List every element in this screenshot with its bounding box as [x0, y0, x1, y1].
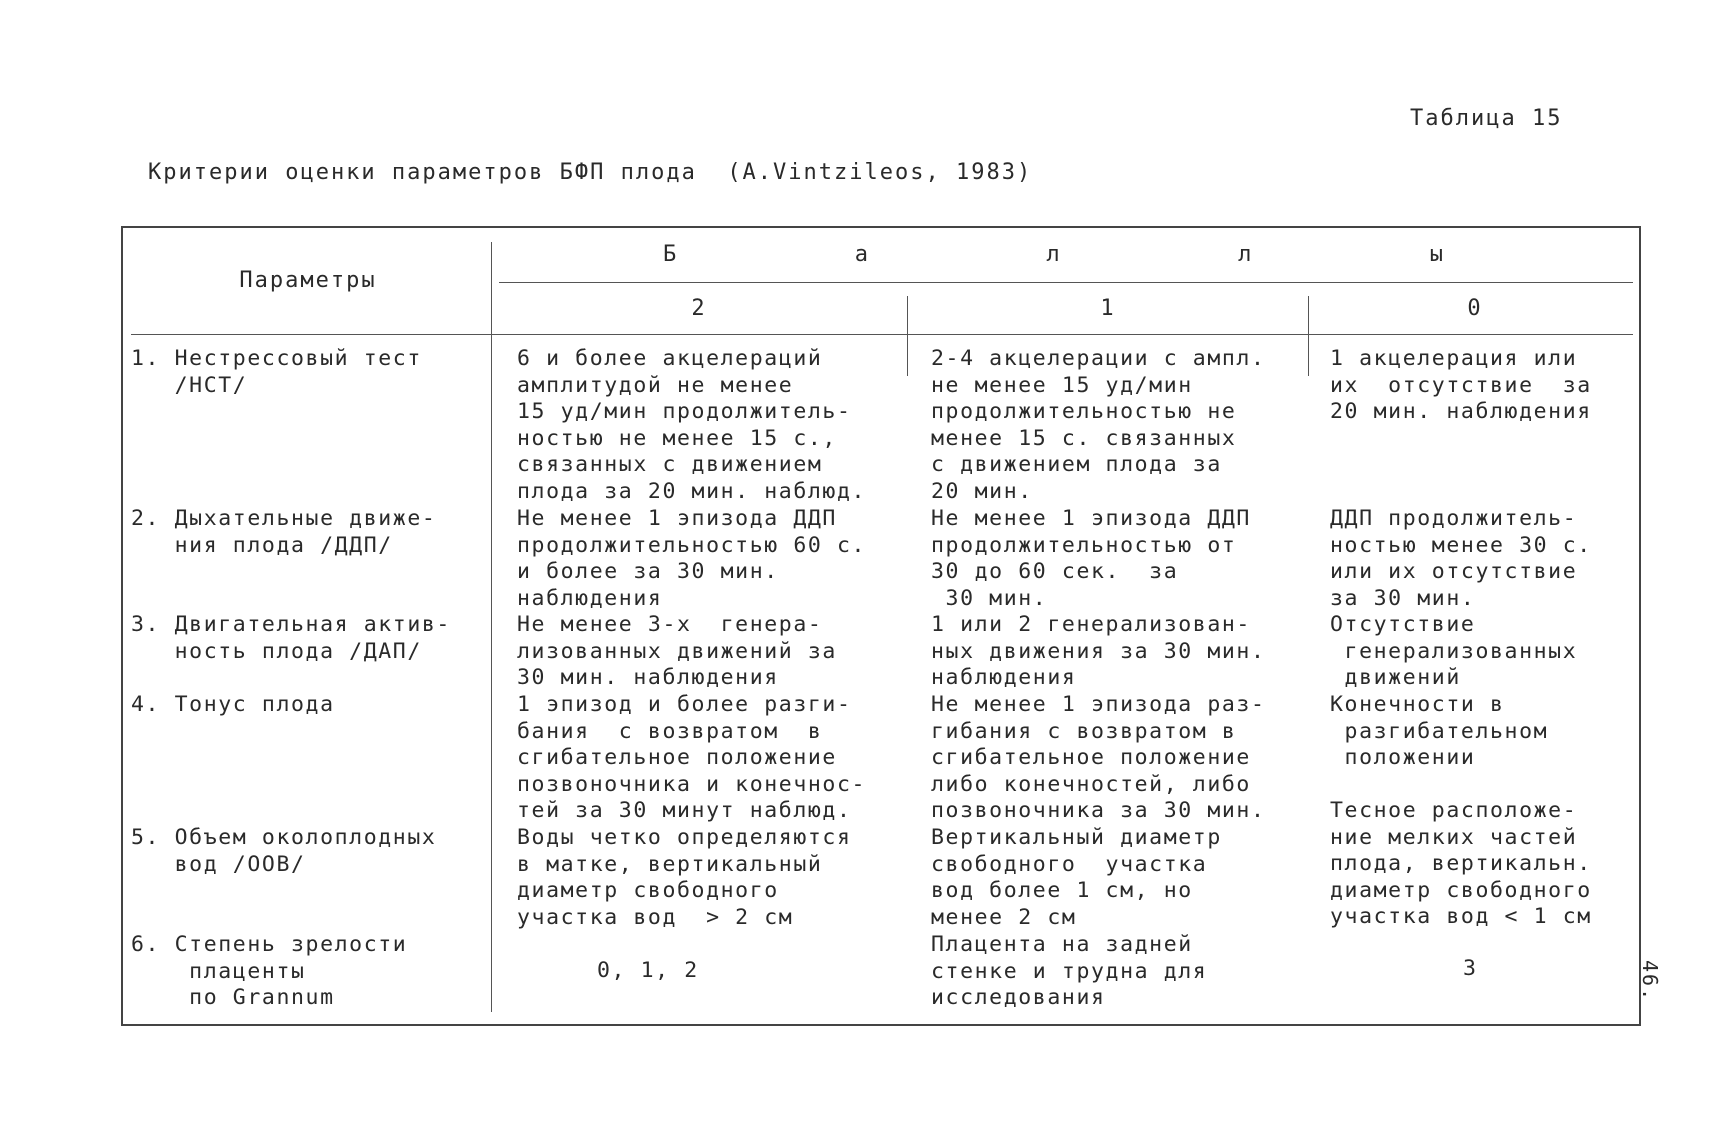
row-5-score-1: Вертикальный диаметр свободного участка вод более 1 см, но менее 2 см [931, 825, 1222, 930]
row-1-score-1: 2-4 акцелерации с ампл. не менее 15 уд/мин продолжительностью не менее 15 с. связанных с движением плода за 20 мин. [931, 346, 1266, 504]
header-points-rule [499, 282, 1633, 283]
points-letter: а [854, 242, 868, 267]
header-score-2: 2 [691, 296, 707, 321]
points-letter: л [1238, 242, 1252, 267]
row-2-param: 2. Дыхательные движе- ния плода /ДДП/ [131, 506, 437, 558]
header-bottom-rule [131, 334, 1633, 335]
row-6-score-2: 0, 1, 2 [597, 958, 699, 983]
row-4-score-2: 1 эпизод и более разги- бания с возвратом в сгибательное положение позвоночника и конечнос- тей за 30 минут наблюд. [517, 692, 867, 824]
row-3-score-2: Не менее 3-х генера- лизованных движений за 30 мин. наблюдения [517, 612, 837, 691]
header-score-0: 0 [1467, 296, 1483, 321]
row-6-score-0: 3 [1463, 956, 1478, 981]
row-3-score-0: Отсутствие генерализованных движений [1330, 612, 1578, 691]
criteria-table [121, 226, 1641, 1026]
row-3-score-1: 1 или 2 генерализован- ных движения за 30 мин. наблюдения [931, 612, 1266, 691]
row-2-score-2: Не менее 1 эпизода ДДП продолжительностью 60 с. и более за 30 мин. наблюдения [517, 506, 867, 611]
row-2-score-1: Не менее 1 эпизода ДДП продолжительностью от 30 до 60 сек. за 30 мин. [931, 506, 1251, 611]
row-1-score-0: 1 акцелерация или их отсутствие за 20 мин. наблюдения [1330, 346, 1592, 425]
header-score-1: 1 [1100, 296, 1116, 321]
row-2-score-0: ДДП продолжитель- ностью менее 30 с. или их отсутствие за 30 мин. [1330, 506, 1592, 611]
row-5-score-2: Воды четко определяются в матке, вертикальный диаметр свободного участка вод > 2 см [517, 825, 852, 930]
table-number: Таблица 15 [1410, 106, 1563, 131]
header-params-label: Параметры [239, 268, 377, 293]
page-number: 46. [1638, 960, 1662, 1003]
row-4-score-0: Конечности в разгибательном положении [1330, 692, 1549, 771]
row-5-param: 5. Объем околоплодных вод /ООВ/ [131, 825, 437, 877]
header-points-label [493, 242, 1633, 267]
row-1-score-2: 6 и более акцелераций амплитудой не менее 15 уд/мин продолжитель- ностью не менее 15 с., связанных с движением плода за 20 мин. наблюд. [517, 346, 867, 504]
row-3-param: 3. Двигательная актив- ность плода /ДАП/ [131, 612, 451, 664]
column-divider-score-2-1 [907, 296, 908, 376]
column-divider-score-1-0 [1308, 296, 1309, 376]
points-letter: л [1046, 242, 1060, 267]
row-6-score-1: Плацента на задней стенке и трудна для исследования [931, 932, 1208, 1011]
row-1-param: 1. Нестрессовый тест /НСТ/ [131, 346, 422, 398]
row-4-param: 4. Тонус плода [131, 692, 335, 717]
row-6-param: 6. Степень зрелости плаценты по Grannum [131, 932, 408, 1011]
column-divider-params [491, 242, 492, 1012]
row-5-score-0: Тесное расположе- ние мелких частей плода, вертикальн. диаметр свободного участка вод < 1 см [1330, 798, 1592, 930]
row-4-score-1: Не менее 1 эпизода раз- гибания с возвратом в сгибательное положение либо конечностей, либо позвоночника за 30 мин. [931, 692, 1266, 824]
table-caption: Критерии оценки параметров БФП плода (A.Vintzileos, 1983) [148, 160, 1033, 185]
points-letter: ы [1429, 242, 1443, 267]
points-letter: Б [663, 242, 677, 267]
